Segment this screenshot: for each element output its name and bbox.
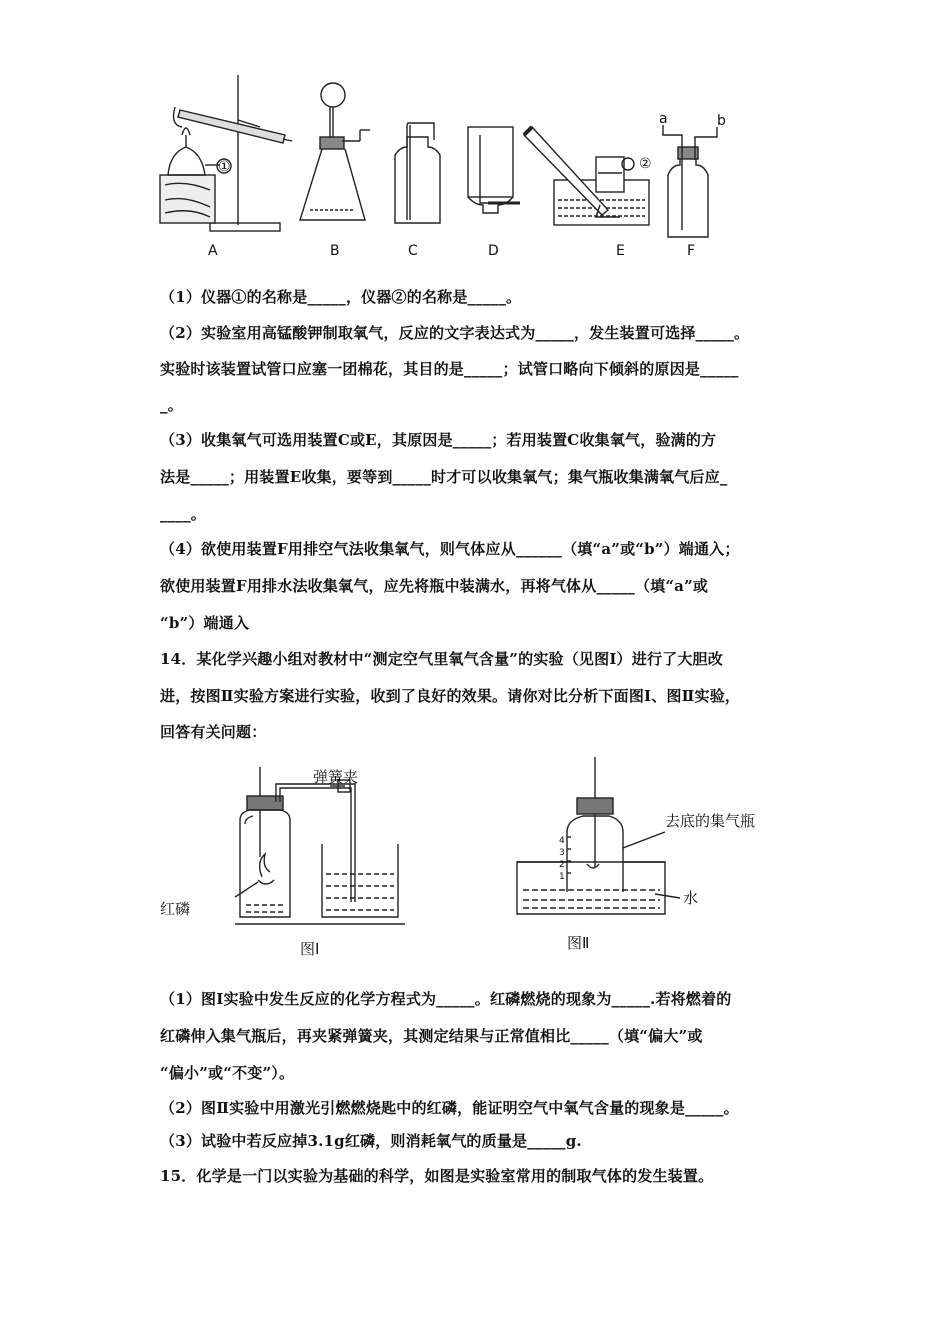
red-phosphorus-label: 红磷 (160, 900, 191, 918)
apparatus-d (468, 127, 520, 213)
q14-intro-line1: 14．某化学兴趣小组对教材中“测定空气里氧气含量”的实验（见图Ⅰ）进行了大胆改 (160, 650, 723, 668)
figure-2-apparatus (505, 752, 780, 957)
scale-1: 1 (559, 872, 565, 882)
marker-2: ② (639, 156, 652, 172)
q14-part3: （3）试验中若反应掉3.1g红磷，则消耗氧气的质量是_____g. (160, 1132, 582, 1150)
apparatus-a (160, 75, 292, 231)
q13-part2-line3: _。 (160, 396, 183, 414)
q13-part2-line2: 实验时该装置试管口应塞一团棉花，其目的是_____；试管口略向下倾斜的原因是_____ (160, 360, 739, 378)
marker-1: ① (218, 159, 231, 175)
q14-intro-line3: 回答有关问题： (160, 723, 267, 741)
q13-part1: （1）仪器①的名称是_____，仪器②的名称是_____。 (160, 288, 522, 306)
figure-1-apparatus (150, 762, 420, 962)
q13-part3-line1: （3）收集氧气可选用装置C或E，其原因是_____；若用装置C收集氧气，验满的方 (160, 431, 717, 449)
q13-part3-line3: ____。 (160, 505, 207, 523)
q13-part4-line1: （4）欲使用装置F用排空气法收集氧气，则气体应从______（填“a”或“b”）端通入； (160, 540, 740, 558)
port-a-label: a (659, 111, 668, 127)
q13-part4-line3: “b”）端通入 (160, 614, 250, 632)
scale-4: 4 (559, 836, 565, 846)
label-a: A (208, 243, 218, 259)
q14-part1-line3: “偏小”或“不变”）。 (160, 1064, 295, 1082)
q13-part4-line2: 欲使用装置F用排水法收集氧气，应先将瓶中装满水，再将气体从_____（填“a”或 (160, 577, 709, 595)
q13-part3-line2: 法是_____；用装置E收集，要等到_____时才可以收集氧气；集气瓶收集满氧气后应_ (160, 468, 728, 486)
label-d: D (488, 243, 499, 259)
q15-intro: 15．化学是一门以实验为基础的科学，如图是实验室常用的制取气体的发生装置。 (160, 1167, 714, 1185)
label-b: B (330, 243, 340, 259)
label-e: E (616, 243, 625, 259)
apparatus-e (524, 127, 649, 225)
apparatus-b (300, 83, 370, 220)
scale-3: 3 (559, 848, 565, 858)
figure-1-caption: 图Ⅰ (300, 940, 320, 958)
q13-part2-line1: （2）实验室用高锰酸钾制取氧气，反应的文字表达式为_____，发生装置可选择_____。 (160, 324, 750, 342)
spring-clip-label: 弹簧夹 (313, 768, 359, 786)
port-b-label: b (717, 113, 726, 129)
apparatus-figure-a-f (150, 65, 740, 265)
q14-part1-line2: 红磷伸入集气瓶后，再夹紧弹簧夹，其测定结果与正常值相比_____（填“偏大”或 (160, 1027, 703, 1045)
bottomless-bottle-label: 去底的集气瓶 (665, 812, 756, 830)
q14-part2: （2）图Ⅱ实验中用激光引燃燃烧匙中的红磷，能证明空气中氧气含量的现象是_____。 (160, 1099, 739, 1117)
apparatus-c (395, 123, 440, 223)
q14-intro-line2: 进，按图Ⅱ实验方案进行实验，收到了良好的效果。请你对比分析下面图Ⅰ、图Ⅱ实验， (160, 687, 741, 705)
scale-2: 2 (559, 860, 565, 870)
label-f: F (687, 243, 696, 259)
water-label: 水 (683, 889, 699, 907)
apparatus-f (663, 125, 717, 237)
figure-2-caption: 图Ⅱ (567, 934, 590, 952)
label-c: C (408, 243, 418, 259)
q14-part1-line1: （1）图Ⅰ实验中发生反应的化学方程式为_____。红磷燃烧的现象为_____.若将燃着的 (160, 990, 732, 1008)
